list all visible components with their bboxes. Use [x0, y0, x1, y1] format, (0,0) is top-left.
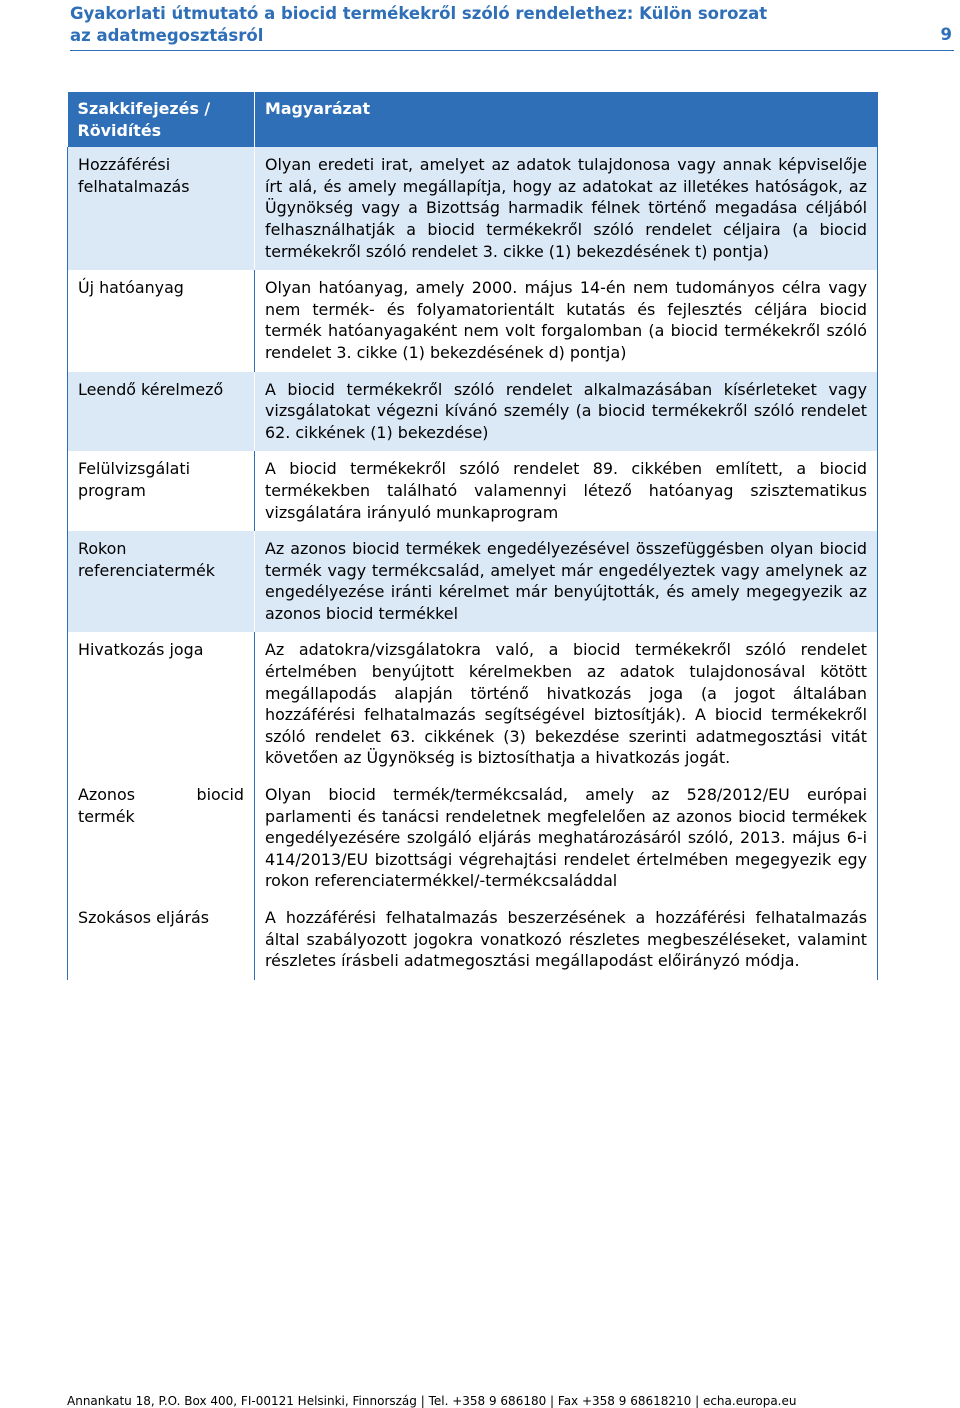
term-cell: Hozzáférési felhatalmazás	[68, 147, 255, 270]
term-cell	[68, 777, 255, 900]
definition-cell: A biocid termékekről szóló rendelet 89. cikkében említett, a biocid termékekben található valamennyi létező hatóanyag szisztematikus vizsgálatára irányuló munkaprogram	[255, 451, 878, 531]
term-cell: Rokon referenciatermék	[68, 531, 255, 632]
definition-cell: Olyan eredeti irat, amelyet az adatok tulajdonosa vagy annak képviselője írt alá, és amely megállapítja, hogy az adatokat az illetékes hatóságok, az Ügynökség vagy a Bizottság harmadik félnek történő megadása céljából felhasználhatják a biocid termékekről szóló rendelet céljaira (a biocid termékekről szóló rendelet 3. cikke (1) bekezdésének t) pontja)	[255, 147, 878, 270]
header-divider	[70, 50, 954, 51]
table-row	[68, 900, 878, 980]
table-row	[68, 531, 878, 632]
term-cell: Szokásos eljárás	[68, 900, 255, 980]
term-line	[78, 784, 244, 806]
table-row	[68, 147, 878, 270]
definition-cell: Olyan hatóanyag, amely 2000. május 14-én nem tudományos célra vagy nem termék- és folyamatorientált kutatás és fejlesztés céljára biocid termék hatóanyagaként nem volt forgalomban (a biocid termékekről szóló rendelet 3. cikke (1) bekezdésének d) pontja)	[255, 270, 878, 371]
table-header-row	[68, 92, 878, 147]
term-cell: Új hatóanyag	[68, 270, 255, 371]
document-title	[70, 3, 890, 47]
term-word: biocid	[196, 785, 244, 805]
definition-cell: Az adatokra/vizsgálatokra való, a biocid termékekről szóló rendelet értelmében benyújtott kérelmekben az adatok tulajdonosával kötött megállapodás alapján történő hivatkozás joga (a jogot általában hozzáférési felhatalmazás segítségével biztosítják). A biocid termékekről szóló rendelet 63. cikkének (3) bekezdése szerinti adatmegosztási vitát követően az Ügynökség is biztosíthatja a hivatkozás jogát.	[255, 632, 878, 777]
page-number: 9	[940, 25, 952, 44]
definition-cell: A hozzáférési felhatalmazás beszerzésének a hozzáférési felhatalmazás által szabályozott jogokra vonatkozó részletes megbeszéléseket, valamint részletes írásbeli adatmegosztási megállapodást előirányzó módja.	[255, 900, 878, 980]
table-row	[68, 632, 878, 777]
definition-cell: A biocid termékekről szóló rendelet alkalmazásában kísérleteket vagy vizsgálatokat végezni kívánó személy (a biocid termékekről szóló rendelet 62. cikkének (1) bekezdése)	[255, 372, 878, 452]
column-header-definition: Magyarázat	[255, 92, 878, 147]
page-header	[70, 0, 954, 50]
term-cell: Hivatkozás joga	[68, 632, 255, 777]
term-cell: Leendő kérelmező	[68, 372, 255, 452]
table-row	[68, 270, 878, 371]
table-row	[68, 451, 878, 531]
column-header-term: Szakkifejezés / Rövidítés	[68, 92, 255, 147]
table-row	[68, 777, 878, 900]
document-title-line-2: az adatmegosztásról	[70, 26, 264, 45]
document-title-line-1: Gyakorlati útmutató a biocid termékekről szóló rendelethez: Külön sorozat	[70, 4, 768, 23]
page-footer: Annankatu 18, P.O. Box 400, FI-00121 Helsinki, Finnország | Tel. +358 9 686180 | Fax +358 9 68618210 | echa.europa.eu	[67, 1394, 797, 1408]
definition-cell: Az azonos biocid termékek engedélyezésével összefüggésben olyan biocid termék vagy termékcsalád, amelyet már engedélyeztek vagy amelynek az engedélyezése iránti kérelmet már benyújtották, és amely megegyezik az azonos biocid termékkel	[255, 531, 878, 632]
term-word: Azonos	[78, 785, 136, 805]
term-word: termék	[78, 806, 135, 826]
table-row	[68, 372, 878, 452]
definition-cell: Olyan biocid termék/termékcsalád, amely az 528/2012/EU európai parlamenti és tanácsi rendeletnek megfelelően az azonos biocid termékek engedélyezésére szolgáló eljárás meghatározásáról szóló, 2013. május 6-i 414/2013/EU bizottsági végrehajtási rendelet értelmében megegyezik egy rokon referenciatermékkel/-termékcsaláddal	[255, 777, 878, 900]
glossary-table	[67, 92, 878, 980]
term-cell: Felülvizsgálati program	[68, 451, 255, 531]
